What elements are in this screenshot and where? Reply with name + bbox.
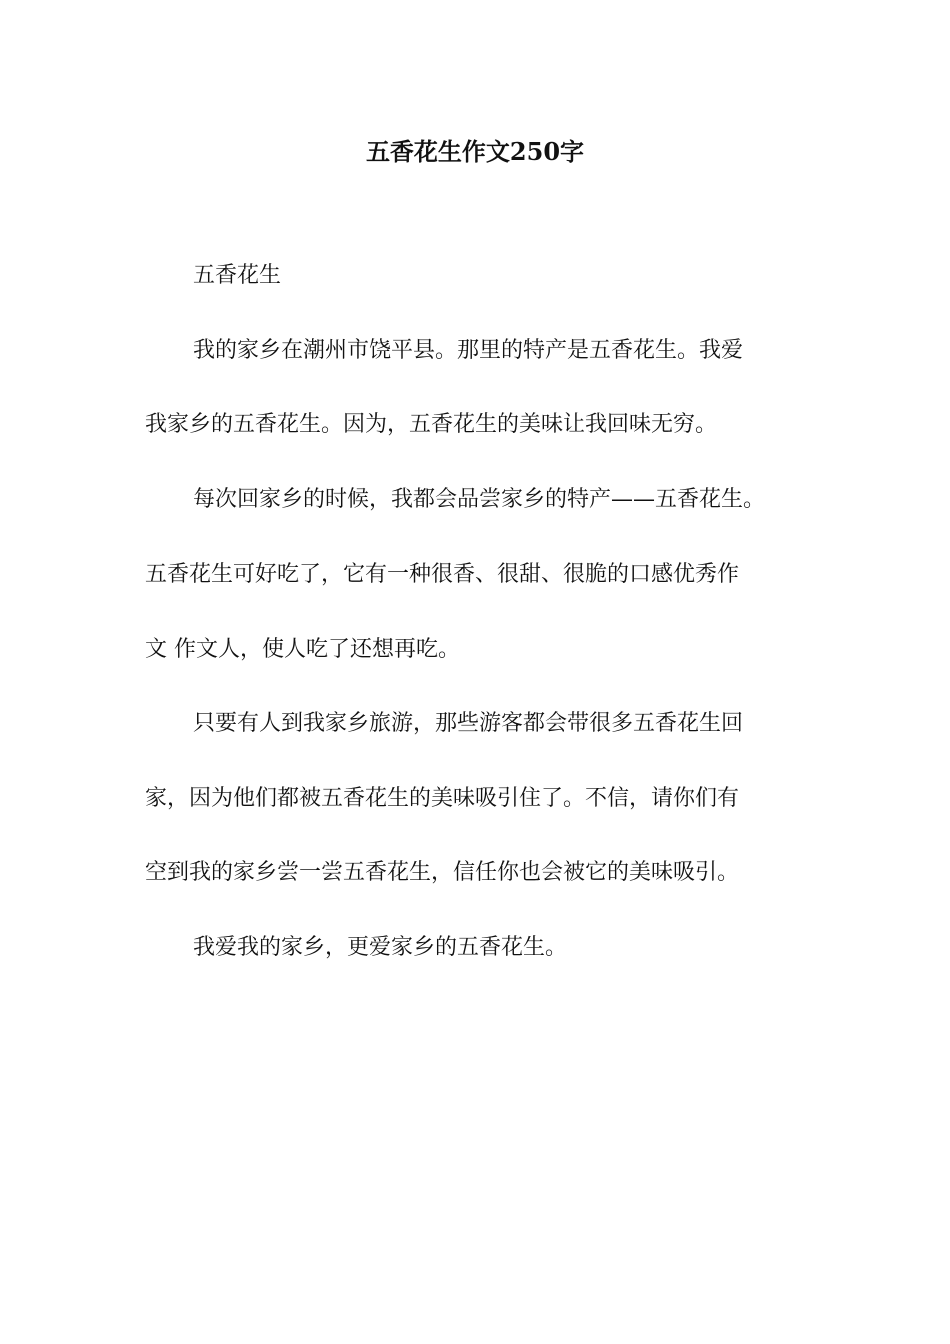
paragraph-line: 文 作文人，使人吃了还想再吃。 [145, 637, 460, 662]
paragraph-heading: 五香花生 [193, 263, 282, 288]
paragraph-line: 我爱我的家乡，更爱家乡的五香花生。 [193, 935, 568, 960]
paragraph-line: 我家乡的五香花生。因为，五香花生的美味让我回味无穷。 [145, 412, 718, 437]
paragraph-line: 五香花生可好吃了，它有一种很香、很甜、很脆的口感优秀作 [145, 562, 740, 587]
paragraph-line: 家，因为他们都被五香花生的美味吸引住了。不信，请你们有 [145, 786, 740, 811]
paragraph-line: 空到我的家乡尝一尝五香花生，信任你也会被它的美味吸引。 [145, 860, 740, 885]
paragraph-line: 只要有人到我家乡旅游，那些游客都会带很多五香花生回 [193, 711, 744, 736]
paragraph-line: 我的家乡在潮州市饶平县。那里的特产是五香花生。我爱 [193, 338, 744, 363]
document-title: 五香花生作文250字 [365, 137, 585, 166]
paragraph-line: 每次回家乡的时候，我都会品尝家乡的特产——五香花生。 [193, 487, 766, 512]
